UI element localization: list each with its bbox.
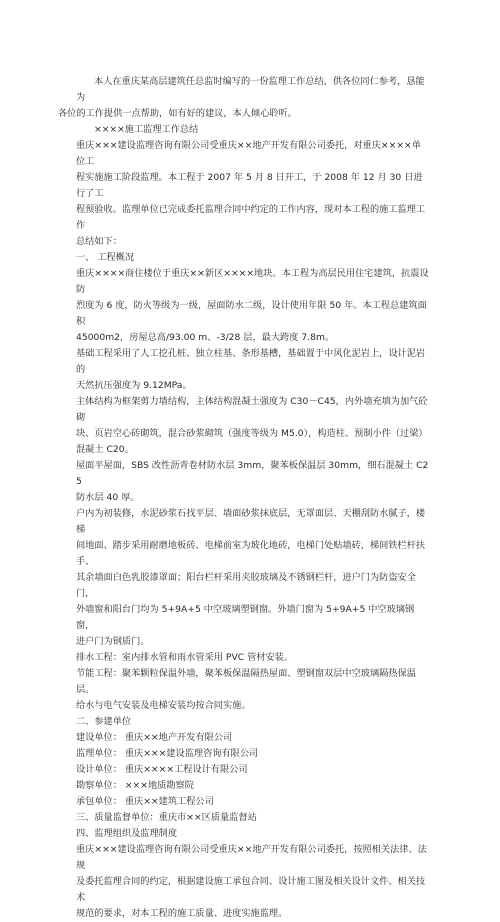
energy-paragraph: 节能工程：聚苯颗粒保温外墙，聚苯板保温隔热屋面、塑钢窗双层中空玻璃隔热保温层。 <box>76 668 416 695</box>
overview-line: 间地面、踏步采用耐磨地板砖、电梯前室为玻化地砖，电梯门处贴墙砖，梯间铁栏杆扶手、 <box>76 540 426 567</box>
party-item: 设计单位： 重庆××××工程设计有限公司 <box>76 764 248 775</box>
overview-line: 烈度为 6 度，防火等级为一级，屋面防水二级，设计使用年限 50 年。本工程总建筑面积 <box>76 300 427 327</box>
document-title: ××××施工监理工作总结 <box>94 124 199 135</box>
section-4-heading: 四、监理组织及监理制度 <box>76 828 178 839</box>
opening-line: 程实施施工阶段监理。本工程于 2007 年 5 月 8 日开工，于 2008 年 12 月 30 日进行了工 <box>76 172 423 199</box>
overview-line: 进户门为钢质门。 <box>76 636 150 647</box>
overview-line: 天然抗压强度为 9.12MPa。 <box>76 380 192 391</box>
party-item: 监理单位： 重庆×××建设监理咨询有限公司 <box>76 748 259 759</box>
overview-paragraph-5 <box>76 506 430 650</box>
section-4-paragraph <box>76 842 430 922</box>
overview-paragraph-3 <box>76 394 430 458</box>
section-3-heading: 三、质量监督单位：重庆市××区质量监督站 <box>76 812 257 823</box>
overview-line: 屋面平屋面，SBS 改性沥青卷材防水层 3mm，聚苯板保温层 30mm，细石混凝土 C25 <box>76 460 429 487</box>
overview-line: 其余墙面白色乳胶漆罩面；阳台栏杆采用夹胶玻璃及不锈钢栏杆，进户门为防盗安全门， <box>76 572 416 599</box>
parties-list <box>76 730 430 810</box>
section-4-line: 及委托监理合同的约定，根据建设施工承包合同、设计施工图及相关设计文件、相关技术 <box>76 876 426 903</box>
party-item: 承包单位： 重庆××建筑工程公司 <box>76 796 214 807</box>
overview-line: 防水层 40 厚。 <box>76 492 140 503</box>
overview-line: 45000m2，房屋总高/93.00 m、-3/28 层，最大跨度 7.8m。 <box>76 332 335 343</box>
overview-line: 块、页岩空心砖砌筑，混合砂浆砌筑（强度等级为 M5.0），构造柱、预制小件（过梁） <box>76 428 428 439</box>
party-item: 建设单位： 重庆××地产开发有限公司 <box>76 732 233 743</box>
opening-paragraph <box>76 138 430 250</box>
section-4-line: 规范的要求，对本工程的施工质量、进度实施监理。 <box>76 908 288 919</box>
overview-line: 混凝土 C20。 <box>76 444 134 455</box>
opening-line: 重庆×××建设监理咨询有限公司受重庆××地产开发有限公司委托，对重庆××××单位工 <box>76 140 421 167</box>
opening-line: 程预验收。监理单位已完成委托监理合同中约定的工作内容，现对本工程的施工监理工作 <box>76 204 426 231</box>
overview-line: 重庆××××商住楼位于重庆××新区××××地块。本工程为高层民用住宅建筑，抗震设防 <box>76 268 429 295</box>
overview-line: 外墙窗和阳台门均为 5+9A+5 中空玻璃塑钢窗。外墙门窗为 5+9A+5 中空玻璃钢窗， <box>76 604 415 631</box>
section-4-line: 重庆×××建设监理咨询有限公司受重庆××地产开发有限公司委托，按照相关法律、法规 <box>76 844 427 871</box>
intro-line: 各位的工作提供一点帮助，如有好的建议，本人倾心聆听。 <box>58 108 297 119</box>
water-paragraph: 排水工程：室内排水管和雨水管采用 PVC 管材安装。 <box>76 652 294 663</box>
opening-line: 总结如下： <box>76 236 122 247</box>
section-1-heading: 一、 工程概况 <box>76 252 135 263</box>
section-2-heading: 二、参建单位 <box>76 716 132 727</box>
power-paragraph: 给水与电气安装及电梯安装均按合同实施。 <box>76 700 251 711</box>
overview-line: 基础工程采用了人工挖孔桩、独立柱基、条形基槽，基础置于中风化泥岩上，设计泥岩的 <box>76 348 426 375</box>
overview-paragraph-2 <box>76 346 430 394</box>
overview-line: 户内为初装修，水泥砂浆石找平层、墙面砂浆抹底层，无罩面层、天棚刮防水腻子，楼梯 <box>76 508 426 535</box>
intro-paragraph <box>58 74 430 122</box>
intro-line: 本人在重庆某高层建筑任总监时编写的一份监理工作总结，供各位同仁参考，恳能为 <box>76 76 425 103</box>
overview-paragraph-1 <box>76 266 430 346</box>
party-item: 勘察单位： ×××地质勘察院 <box>76 780 194 791</box>
overview-line: 主体结构为框架剪力墙结构，主体结构混凝土强度为 C30－C45，内外墙充填为加气砼砌 <box>76 396 428 423</box>
overview-paragraph-4 <box>76 458 430 506</box>
